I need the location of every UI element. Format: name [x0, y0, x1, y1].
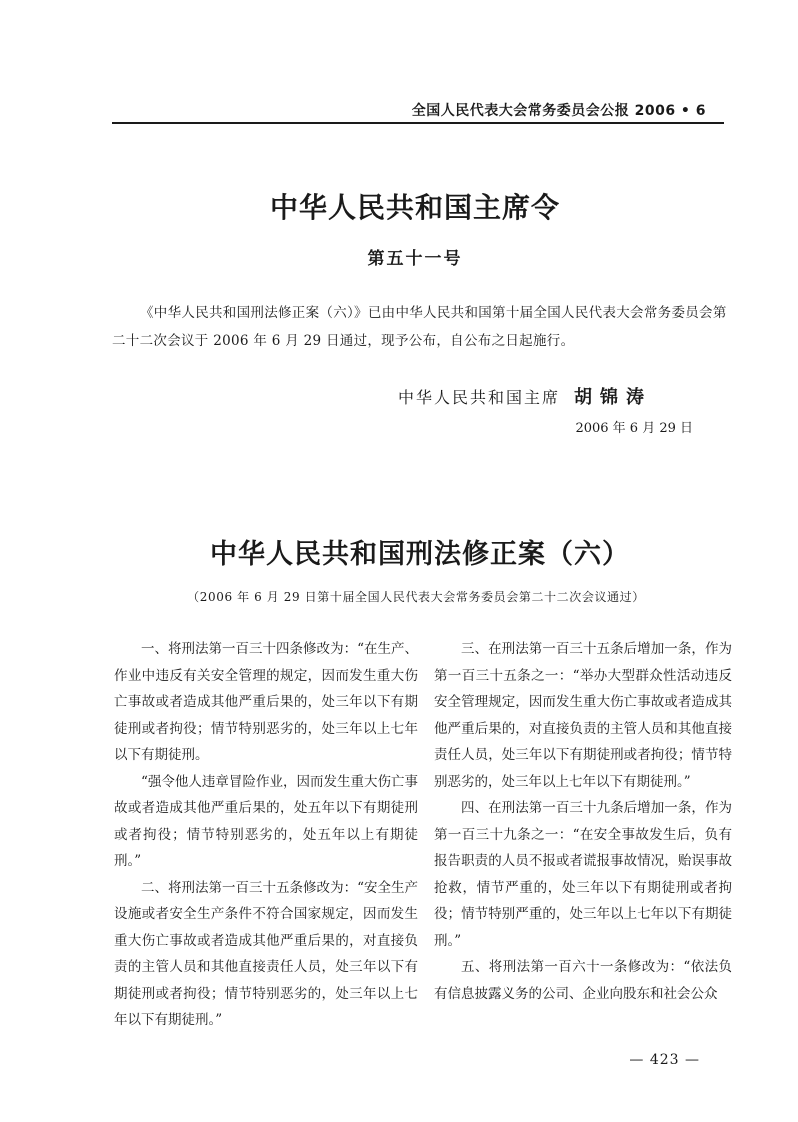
amendment-title: 中华人民共和国刑法修正案（六）: [210, 539, 630, 570]
amendment-subtitle: （2006 年 6 月 29 日第十届全国人民代表大会常务委员会第二十二次会议通过）: [187, 590, 645, 604]
right-column: [434, 636, 732, 1007]
decree-text-block: [112, 299, 730, 355]
article-paragraph: 一、将刑法第一百三十四条修改为：“在生产、作业中违反有关安全管理的规定，因而发生重大伤亡事故或者造成其他严重后果的，处三年以下有期徒刑或者拘役；情节特别恶劣的，处三年以上七年以下有期徒刑。: [114, 641, 418, 763]
decree-number: 第五十一号: [367, 249, 463, 269]
article-paragraph: “强令他人违章冒险作业，因而发生重大伤亡事故或者造成其他严重后果的，处五年以下有期徒刑或者拘役；情节特别恶劣的，处五年以上有期徒刑。”: [114, 773, 418, 869]
signer-title: 中华人民共和国主席: [398, 388, 561, 407]
left-column: [114, 636, 418, 1034]
header-rule: [112, 122, 724, 124]
decree-date: 2006 年 6 月 29 日: [575, 421, 693, 436]
decree-text: 《中华人民共和国刑法修正案（六）》已由中华人民共和国第十届全国人民代表大会常务委员会第二十二次会议于 2006 年 6 月 29 日通过，现予公布，自公布之日起施行。: [112, 305, 727, 349]
decree-title: 中华人民共和国主席令: [269, 191, 560, 224]
page-number: — 423 —: [629, 1052, 700, 1068]
signer-name: 胡锦涛: [574, 387, 653, 408]
article-paragraph: 五、将刑法第一百六十一条修改为：“依法负有信息披露义务的公司、企业向股东和社会公众: [434, 959, 732, 1002]
article-paragraph: 二、将刑法第一百三十五条修改为：“安全生产设施或者安全生产条件不符合国家规定，因而发生重大伤亡事故或者造成其他严重后果的，对直接负责的主管人员和其他直接责任人员，处三年以下有期徒刑或者拘役；情节特别恶劣的，处三年以上七年以下有期徒刑。”: [114, 879, 418, 1028]
journal-header: 全国人民代表大会常务委员会公报 2006 • 6: [411, 103, 706, 119]
article-paragraph: 三、在刑法第一百三十五条后增加一条，作为第一百三十五条之一：“举办大型群众性活动违反安全管理规定，因而发生重大伤亡事故或者造成其他严重后果的，对直接负责的主管人员和其他直接责任人员，处三年以下有期徒刑或者拘役；情节特别恶劣的，处三年以上七年以下有期徒刑。”: [434, 641, 732, 790]
article-paragraph: 四、在刑法第一百三十九条后增加一条，作为第一百三十九条之一：“在安全事故发生后，负有报告职责的人员不报或者谎报事故情况，贻误事故抢救，情节严重的，处三年以下有期徒刑或者拘役；情节特别严重的，处三年以上七年以下有期徒刑。”: [434, 800, 732, 949]
signature-line: [398, 383, 652, 409]
